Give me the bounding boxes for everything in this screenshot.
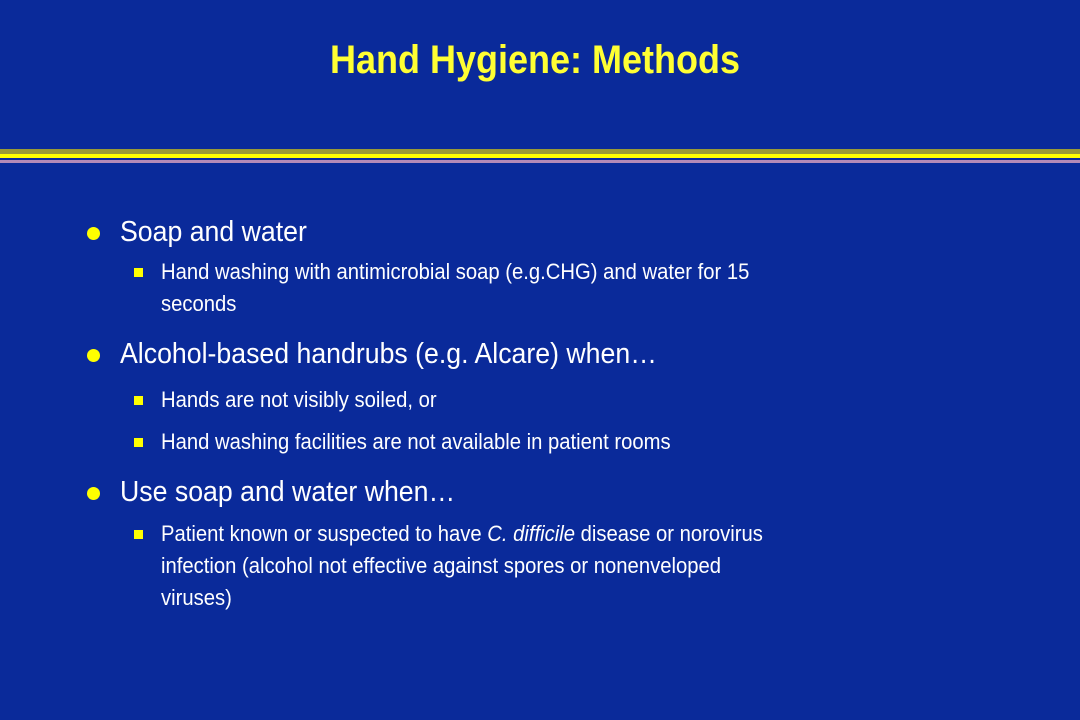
emphasis-text: C. difficile xyxy=(487,521,576,546)
square-bullet-icon xyxy=(134,268,143,277)
bullet-text: Use soap and water when… xyxy=(120,476,456,508)
round-bullet-icon xyxy=(87,487,100,500)
square-bullet-icon xyxy=(134,396,143,405)
divider-yellow xyxy=(0,154,1080,158)
sub-bullet-item xyxy=(84,384,984,416)
bullet-item xyxy=(84,212,984,252)
sub-bullet-text: Hand washing with antimicrobial soap (e.g.CHG) and water for 15 seconds xyxy=(161,259,750,316)
sub-bullet-text: Hand washing facilities are not available in patient rooms xyxy=(161,429,671,454)
bullet-item xyxy=(84,334,984,374)
slide-title: Hand Hygiene: Methods xyxy=(329,38,741,82)
square-bullet-icon xyxy=(134,530,143,539)
bullet-text: Alcohol-based handrubs (e.g. Alcare) when… xyxy=(120,338,657,370)
bullet-item xyxy=(84,472,984,512)
round-bullet-icon xyxy=(87,349,100,362)
sub-bullet-item xyxy=(84,256,984,320)
divider-purple xyxy=(0,160,1080,163)
bullet-text: Soap and water xyxy=(120,216,307,248)
bullet-list xyxy=(84,212,984,614)
square-bullet-icon xyxy=(134,438,143,447)
round-bullet-icon xyxy=(87,227,100,240)
sub-bullet-text: Hands are not visibly soiled, or xyxy=(161,387,437,412)
sub-bullet-text: Patient known or suspected to have C. difficile disease or norovirus infection (alcohol not effective against spores or nonenveloped viruses) xyxy=(161,521,763,610)
sub-bullet-item xyxy=(84,518,984,614)
sub-bullet-item xyxy=(84,426,984,458)
